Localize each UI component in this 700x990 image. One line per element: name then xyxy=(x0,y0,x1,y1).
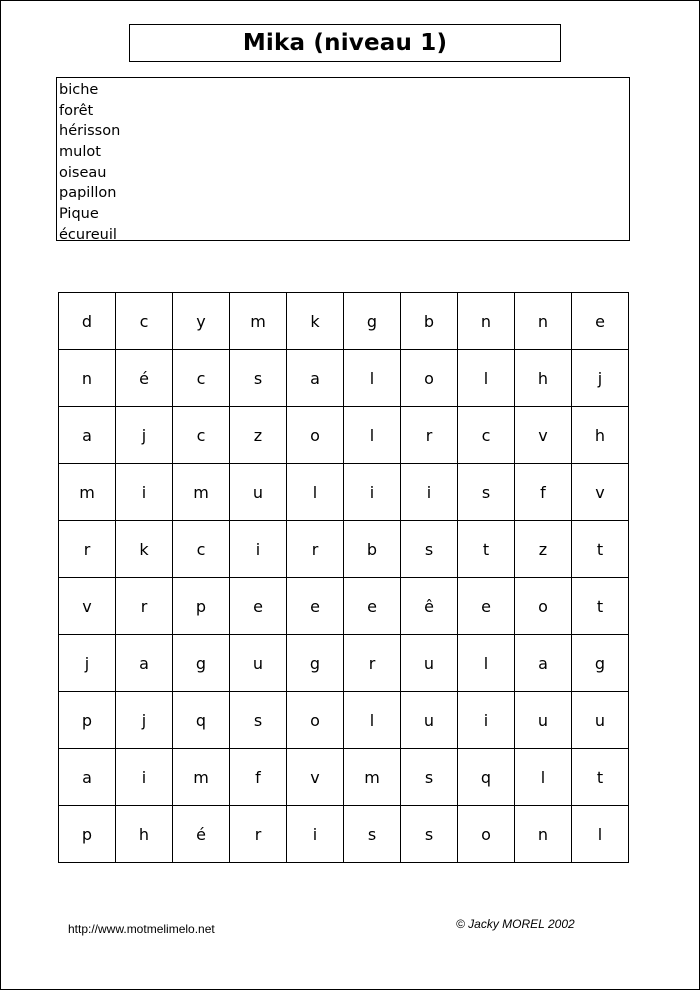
grid-cell: p xyxy=(59,806,116,863)
grid-cell: l xyxy=(572,806,629,863)
grid-cell: i xyxy=(230,521,287,578)
grid-cell: l xyxy=(344,692,401,749)
grid-cell: z xyxy=(515,521,572,578)
grid-row xyxy=(59,293,629,350)
grid-cell: z xyxy=(230,407,287,464)
grid-cell: n xyxy=(59,350,116,407)
grid-cell: n xyxy=(515,293,572,350)
grid-cell: u xyxy=(230,464,287,521)
grid-cell: v xyxy=(515,407,572,464)
grid-cell: c xyxy=(173,350,230,407)
grid-cell: r xyxy=(401,407,458,464)
grid-cell: c xyxy=(458,407,515,464)
grid-cell: s xyxy=(458,464,515,521)
grid-cell: l xyxy=(344,350,401,407)
grid-row xyxy=(59,578,629,635)
grid-cell: r xyxy=(116,578,173,635)
word-item: oiseau xyxy=(59,164,107,181)
grid-cell: a xyxy=(287,350,344,407)
grid-row xyxy=(59,806,629,863)
grid-cell: i xyxy=(344,464,401,521)
grid-cell: h xyxy=(572,407,629,464)
grid-cell: p xyxy=(173,578,230,635)
letter-grid xyxy=(58,292,629,863)
grid-cell: v xyxy=(287,749,344,806)
copyright-notice: © Jacky MOREL 2002 xyxy=(456,917,575,931)
grid-row xyxy=(59,521,629,578)
grid-cell: o xyxy=(287,407,344,464)
grid-cell: q xyxy=(458,749,515,806)
grid-cell: r xyxy=(344,635,401,692)
grid-cell: l xyxy=(458,350,515,407)
grid-cell: q xyxy=(173,692,230,749)
word-item: forêt xyxy=(59,102,94,119)
grid-cell: p xyxy=(59,692,116,749)
grid-cell: ê xyxy=(401,578,458,635)
grid-cell: j xyxy=(59,635,116,692)
grid-cell: l xyxy=(458,635,515,692)
grid-row xyxy=(59,749,629,806)
grid-cell: v xyxy=(572,464,629,521)
grid-cell: é xyxy=(173,806,230,863)
grid-cell: s xyxy=(230,350,287,407)
grid-cell: a xyxy=(515,635,572,692)
grid-cell: o xyxy=(458,806,515,863)
grid-cell: i xyxy=(458,692,515,749)
grid-cell: o xyxy=(515,578,572,635)
grid-cell: t xyxy=(458,521,515,578)
grid-cell: u xyxy=(401,692,458,749)
grid-cell: v xyxy=(59,578,116,635)
grid-cell: l xyxy=(515,749,572,806)
word-item: papillon xyxy=(59,185,117,202)
grid-cell: i xyxy=(116,749,173,806)
grid-cell: g xyxy=(572,635,629,692)
grid-row xyxy=(59,350,629,407)
grid-cell: m xyxy=(59,464,116,521)
grid-cell: u xyxy=(230,635,287,692)
word-list xyxy=(56,77,630,241)
grid-cell: e xyxy=(287,578,344,635)
grid-cell: o xyxy=(287,692,344,749)
grid-cell: s xyxy=(401,806,458,863)
grid-cell: t xyxy=(572,578,629,635)
grid-cell: h xyxy=(116,806,173,863)
word-item: mulot xyxy=(59,144,101,161)
grid-cell: n xyxy=(515,806,572,863)
grid-cell: j xyxy=(116,692,173,749)
grid-cell: f xyxy=(230,749,287,806)
grid-cell: l xyxy=(287,464,344,521)
grid-cell: f xyxy=(515,464,572,521)
grid-cell: y xyxy=(173,293,230,350)
word-item: biche xyxy=(59,82,99,98)
grid-cell: a xyxy=(59,749,116,806)
grid-cell: b xyxy=(401,293,458,350)
grid-cell: u xyxy=(401,635,458,692)
grid-cell: r xyxy=(287,521,344,578)
grid-cell: e xyxy=(458,578,515,635)
grid-cell: j xyxy=(572,350,629,407)
page-title: Mika (niveau 1) xyxy=(129,24,561,62)
word-item: écureuil xyxy=(59,226,117,243)
website-url: http://www.motmelimelo.net xyxy=(68,922,215,936)
grid-row xyxy=(59,635,629,692)
grid-cell: r xyxy=(230,806,287,863)
word-item: hérisson xyxy=(59,123,121,140)
grid-cell: m xyxy=(230,293,287,350)
grid-cell: g xyxy=(344,293,401,350)
grid-cell: l xyxy=(344,407,401,464)
grid-cell: i xyxy=(401,464,458,521)
grid-cell: t xyxy=(572,521,629,578)
grid-cell: k xyxy=(116,521,173,578)
grid-cell: o xyxy=(401,350,458,407)
grid-cell: k xyxy=(287,293,344,350)
grid-cell: m xyxy=(344,749,401,806)
grid-cell: j xyxy=(116,407,173,464)
grid-cell: i xyxy=(116,464,173,521)
grid-cell: s xyxy=(230,692,287,749)
grid-cell: c xyxy=(173,407,230,464)
grid-cell: s xyxy=(401,521,458,578)
grid-cell: m xyxy=(173,749,230,806)
grid-cell: s xyxy=(401,749,458,806)
grid-cell: u xyxy=(515,692,572,749)
grid-cell: e xyxy=(572,293,629,350)
grid-row xyxy=(59,407,629,464)
grid-cell: a xyxy=(116,635,173,692)
grid-cell: e xyxy=(230,578,287,635)
grid-cell: u xyxy=(572,692,629,749)
grid-cell: é xyxy=(116,350,173,407)
grid-cell: r xyxy=(59,521,116,578)
grid-cell: s xyxy=(344,806,401,863)
grid-cell: i xyxy=(287,806,344,863)
grid-cell: h xyxy=(515,350,572,407)
grid-row xyxy=(59,692,629,749)
grid-cell: n xyxy=(458,293,515,350)
grid-cell: a xyxy=(59,407,116,464)
grid-cell: g xyxy=(173,635,230,692)
grid-cell: c xyxy=(173,521,230,578)
grid-cell: t xyxy=(572,749,629,806)
grid-cell: g xyxy=(287,635,344,692)
grid-cell: d xyxy=(59,293,116,350)
word-item: Pique xyxy=(59,206,99,223)
grid-cell: m xyxy=(173,464,230,521)
grid-cell: b xyxy=(344,521,401,578)
grid-cell: c xyxy=(116,293,173,350)
grid-cell: e xyxy=(344,578,401,635)
grid-row xyxy=(59,464,629,521)
